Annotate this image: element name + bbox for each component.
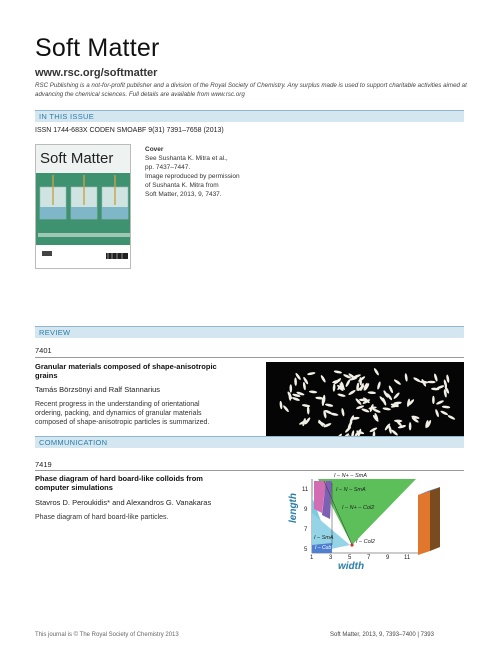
communication-article-number[interactable]: 7419	[35, 460, 52, 469]
rice-grain	[337, 393, 346, 398]
x-tick-5: 5	[348, 555, 352, 561]
x-tick-3: 3	[329, 555, 333, 561]
y-tick-11: 11	[302, 487, 309, 493]
rice-grain	[398, 424, 407, 429]
cover-line-3: Image reproduced by permission	[145, 173, 240, 180]
rice-grain	[433, 373, 438, 382]
communication-bar	[35, 436, 464, 448]
communication-rule	[35, 470, 464, 471]
cover-line-4: of Sushanta K. Mitra from	[145, 182, 219, 189]
rice-grain	[307, 372, 316, 376]
phase-diagram-figure[interactable]	[290, 473, 465, 573]
communication-heading: COMMUNICATION	[39, 438, 108, 447]
rice-grain	[447, 414, 456, 420]
in-this-issue-heading: IN THIS ISSUE	[39, 112, 95, 121]
communication-abstract: Phase diagram of hard board-like particles.	[35, 514, 169, 521]
rice-grain	[302, 382, 306, 391]
rice-grain	[361, 408, 370, 413]
communication-authors: Stavros D. Peroukidis* and Alexandros G. Vanakaras	[35, 498, 212, 507]
cover-line-2: pp. 7437–7447.	[145, 164, 191, 171]
rice-grain	[294, 377, 297, 386]
journal-title: Soft Matter	[35, 34, 160, 62]
publisher-note: RSC Publishing is a not-for-profit publisher and a division of the Royal Society of Chemistry. Any surplus made is used to support charitable activities aimed at advancing the chemical sciences. Full details are available from www.rsc.org	[35, 82, 467, 98]
x-tick-9: 9	[386, 555, 390, 561]
rice-grain	[309, 390, 318, 393]
rice-grain	[341, 408, 345, 417]
rice-grain	[393, 392, 401, 400]
review-title-line-1[interactable]: Granular materials composed of shape-anisotropic	[35, 362, 217, 371]
rice-grain	[388, 385, 394, 394]
rice-grain	[373, 367, 380, 376]
rice-grain	[307, 406, 310, 414]
phase-label-6: I – Cub	[315, 545, 332, 551]
footer-citation: Soft Matter, 2013, 9, 7393–7400 | 7393	[330, 632, 434, 638]
rice-grain	[345, 379, 351, 388]
rice-grain	[432, 396, 435, 404]
rice-grain	[325, 403, 334, 407]
phase-label-2: I – N – SmA	[336, 487, 366, 493]
rice-grain	[302, 404, 311, 408]
review-abstract-line-1: Recent progress in the understanding of orientational	[35, 401, 200, 408]
rice-grain	[382, 407, 391, 411]
rice-grain	[289, 384, 292, 392]
rice-grain	[409, 422, 412, 430]
rice-grain	[394, 419, 402, 422]
review-bar	[35, 326, 464, 338]
x-tick-11: 11	[404, 555, 411, 561]
journal-url[interactable]: www.rsc.org/softmatter	[35, 67, 158, 79]
cover-image[interactable]	[35, 144, 131, 269]
rice-grain	[368, 391, 377, 394]
cover-image-title: Soft Matter	[40, 150, 114, 167]
issn-line: ISSN 1744-683X CODEN SMOABF 9(31) 7391–7658 (2013)	[35, 127, 224, 134]
review-authors: Tamás Börzsönyi and Ralf Stannarius	[35, 385, 161, 394]
rice-grain	[442, 405, 451, 408]
y-tick-7: 7	[304, 527, 308, 533]
x-tick-1: 1	[310, 555, 314, 561]
phase-label-4: I – SmA	[314, 535, 334, 541]
phase-diagram	[290, 473, 465, 573]
x-tick-7: 7	[367, 555, 371, 561]
in-this-issue-bar	[35, 110, 464, 122]
rice-grain	[382, 397, 388, 406]
rice-grain	[348, 389, 356, 396]
phase-label-3: I – N+ – Col2	[342, 505, 375, 511]
communication-title-line-2[interactable]: computer simulations	[35, 483, 113, 492]
cover-heading: Cover	[145, 146, 164, 153]
rice-grain	[440, 410, 449, 416]
rice-grain	[427, 381, 435, 384]
phase-label-5: I – Col2	[356, 539, 375, 545]
rice-grain	[446, 374, 450, 383]
rice-grain	[413, 377, 422, 383]
cover-line-5: Soft Matter, 2013, 9, 7437.	[145, 191, 222, 198]
footer-copyright: This journal is © The Royal Society of Chemistry 2013	[35, 632, 179, 638]
rice-grain	[279, 401, 283, 410]
rice-grain	[436, 400, 445, 406]
rice-grain	[393, 379, 401, 386]
y-tick-5: 5	[304, 547, 308, 553]
rice-grain	[282, 405, 289, 413]
review-title-line-2[interactable]: grains	[35, 371, 58, 380]
review-article-number[interactable]: 7401	[35, 346, 52, 355]
y-axis-label: length	[288, 493, 299, 523]
rice-grain	[333, 383, 336, 392]
rice-grain	[320, 375, 327, 384]
rice-grain	[435, 409, 440, 418]
review-heading: REVIEW	[39, 328, 71, 337]
x-axis-label: width	[338, 561, 365, 572]
y-tick-9: 9	[304, 507, 308, 513]
rice-grain	[404, 373, 408, 382]
rice-grain	[376, 381, 381, 390]
review-abstract-line-2: ordering, packing, and dynamics of granular materials	[35, 410, 202, 417]
review-rule	[35, 357, 464, 358]
review-abstract-line-3: composed of shape-anisotropic particles is summarized.	[35, 419, 210, 426]
phase-label-1: I – N+ – SmA	[334, 473, 367, 479]
communication-title-line-1[interactable]: Phase diagram of hard board-like colloids from	[35, 474, 203, 483]
rice-grain	[334, 370, 343, 374]
cover-line-1: See Sushanta K. Mitra et al.,	[145, 155, 228, 162]
rice-grain	[292, 396, 301, 401]
